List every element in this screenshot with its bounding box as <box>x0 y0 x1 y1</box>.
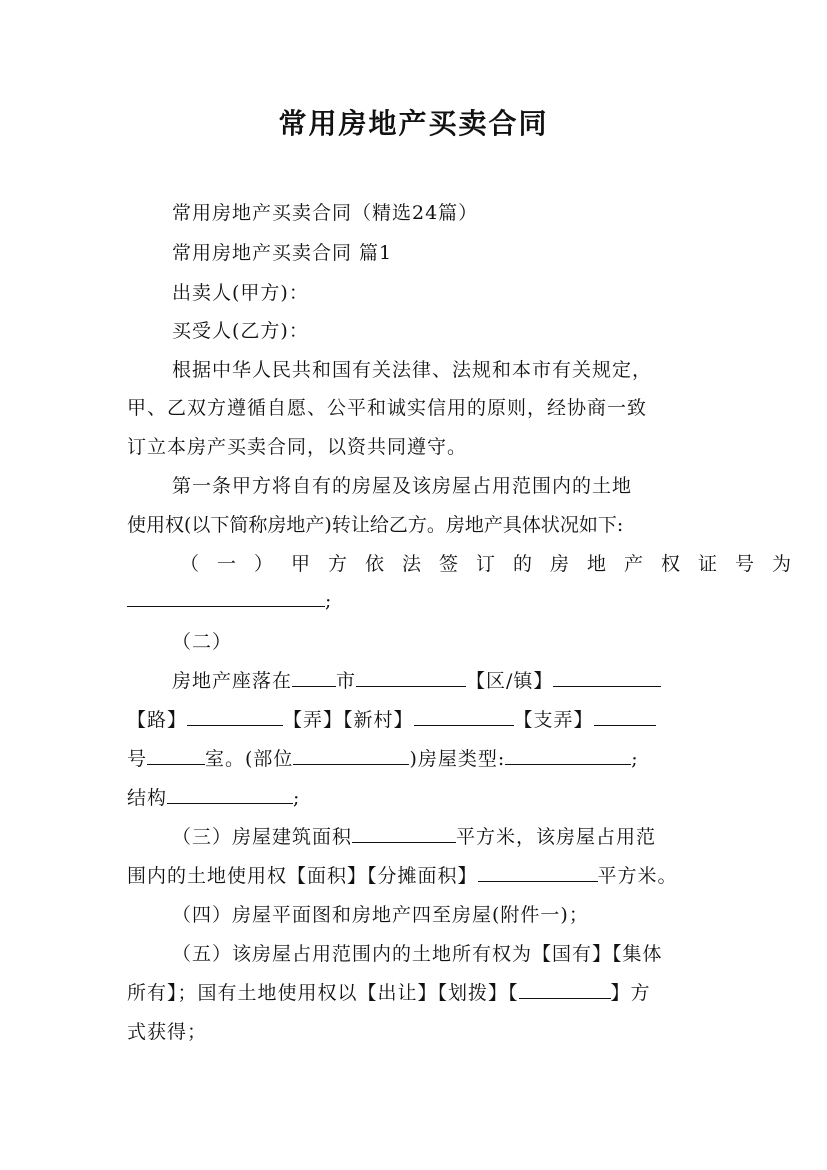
item-one-line: （一）甲方依法签订的房地产权证号为 <box>180 553 810 575</box>
location-line-2: 【路】 【弄】【新村】 【支弄】 <box>127 705 656 732</box>
preamble-line-1: 根据中华人民共和国有关法律、法规和本市有关规定， <box>172 359 653 381</box>
town-blank <box>553 668 661 687</box>
certificate-number-blank <box>127 588 325 607</box>
road-blank <box>187 707 283 726</box>
structure-line: 结构 ; <box>127 787 301 809</box>
section-heading: 常用房地产买卖合同 篇1 <box>172 242 393 264</box>
lane-blank <box>594 707 656 726</box>
structure-blank <box>167 785 293 804</box>
house-type-blank <box>505 746 631 765</box>
location-line-1: 房地产座落在 市 【区/镇】 <box>172 666 661 693</box>
seller-line: 出卖人(甲方)： <box>172 282 309 304</box>
village-blank <box>414 707 514 726</box>
item-two-label: （二） <box>172 631 233 653</box>
number-blank <box>147 746 205 765</box>
item-five-line-1: （五）该房屋占用范围内的土地所有权为【国有】【集体 <box>172 943 663 965</box>
item-four-line: （四）房屋平面图和房地产四至房屋(附件一)； <box>172 904 589 926</box>
city-blank <box>292 668 336 687</box>
shared-area-blank <box>478 863 598 882</box>
acquisition-blank <box>519 980 611 999</box>
document-title: 常用房地产买卖合同 <box>278 107 549 140</box>
item-five-line-3: 式获得； <box>127 1021 208 1043</box>
item-five-line-2: 所有】；国有土地使用权以【出让】【划拨】【 】方 <box>127 982 651 1004</box>
location-line-3: 号 室。(部位 )房屋类型: ; <box>127 748 639 770</box>
subtitle-line: 常用房地产买卖合同（精选24篇） <box>172 202 479 224</box>
preamble-line-3: 订立本房产买卖合同，以资共同遵守。 <box>127 436 468 458</box>
position-blank <box>293 746 409 765</box>
item-one-blank-line: ; <box>127 588 332 612</box>
preamble-line-2: 甲、乙双方遵循自愿、公平和诚实信用的原则，经协商一致 <box>127 397 648 419</box>
article-one-line-1: 第一条甲方将自有的房屋及该房屋占用范围内的土地 <box>172 475 633 497</box>
building-area-blank <box>352 824 456 843</box>
buyer-line: 买受人(乙方)： <box>172 320 309 342</box>
item-three-line-2: 围内的土地使用权【面积】【分摊面积】 平方米。 <box>127 865 678 887</box>
item-three-line-1: （三）房屋建筑面积 平方米，该房屋占用范 <box>172 826 657 848</box>
article-one-line-2: 使用权(以下简称房地产)转让给乙方。房地产具体状况如下: <box>127 514 624 536</box>
district-blank <box>356 668 466 687</box>
